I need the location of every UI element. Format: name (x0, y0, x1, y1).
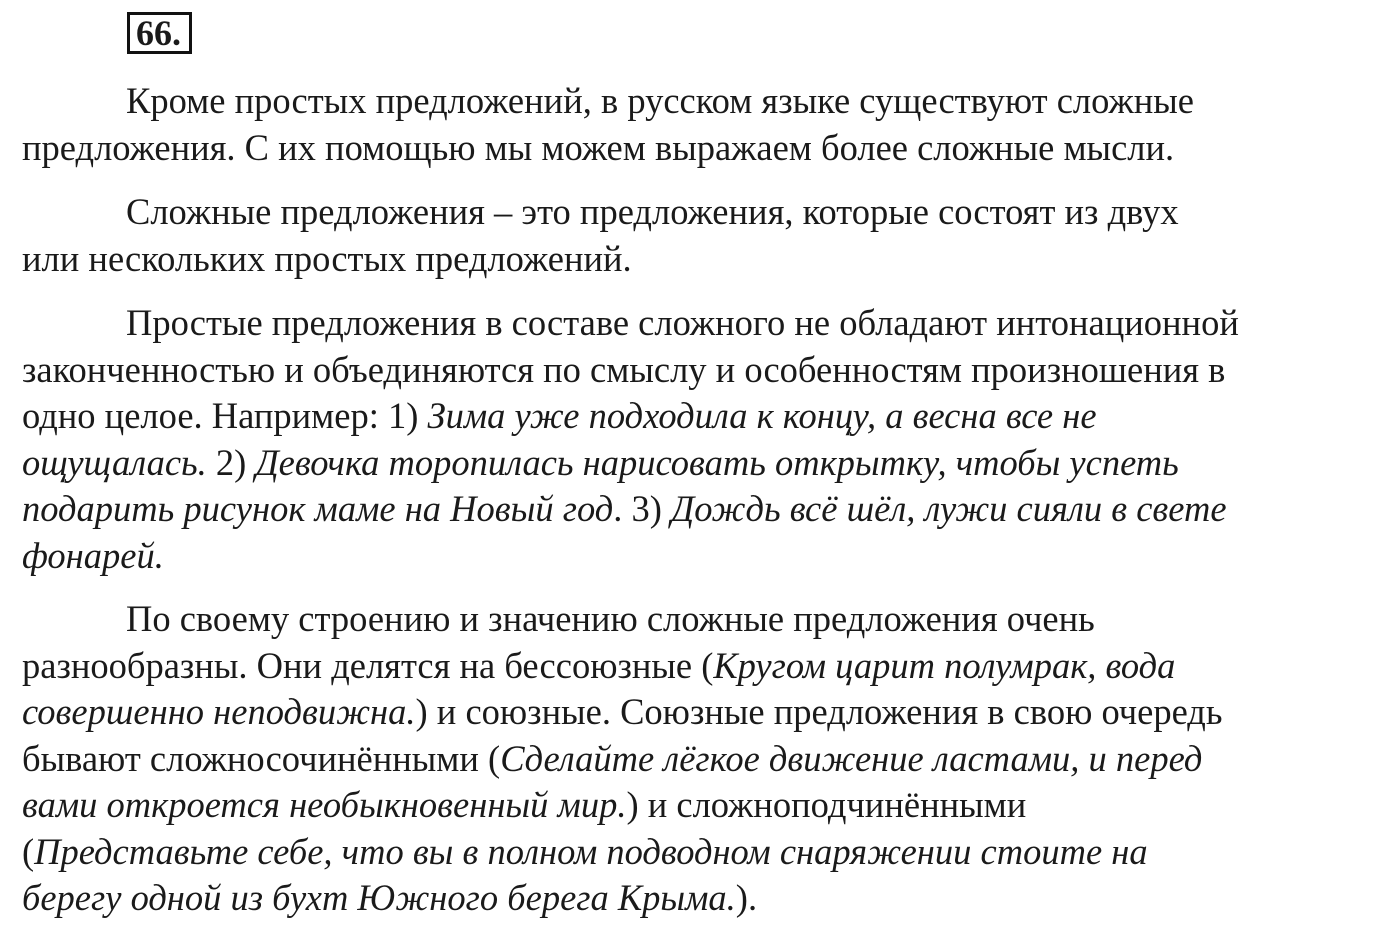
paragraph-1 (22, 78, 1382, 171)
p3-line1: Простые предложения в составе сложного не обладают интонационной (126, 302, 1239, 343)
p3-line3-text: одно целое. Например: 1) (22, 395, 428, 436)
p3-line2: законченностью и объединяются по смыслу и особенностям произношения в (22, 348, 1226, 390)
p4-line5-text: ) и сложноподчинёнными (626, 784, 1027, 825)
p3-line5-text: . 3) (613, 488, 671, 529)
compound-example-part2: вами откроется необыкновенный мир. (22, 784, 627, 825)
exercise-number: 66. (136, 13, 181, 53)
p3-line4-text: 2) (206, 441, 256, 483)
p4-line4-text: бывают сложносочинёнными ( (22, 737, 501, 779)
p1-line2: предложения. С их помощью мы можем выражаем более сложные мысли. (22, 126, 1175, 168)
complex-example-part1: Представьте себе, что вы в полном подводном снаряжении стоите на (34, 830, 1148, 872)
exercise-number-box (127, 12, 192, 54)
p4-line3-text: ) и союзные. Союзные предложения в свою очередь (415, 691, 1223, 732)
example-3-part2: фонарей. (22, 534, 164, 576)
p4-line6-text: ( (22, 830, 35, 872)
example-3-part1: Дождь всё шёл, лужи сияли в свете (670, 488, 1227, 529)
p4-line2-text: разнообразны. Они делятся на бессоюзные ( (22, 644, 714, 686)
p2-line1: Сложные предложения – это предложения, которые состоят из двух (126, 191, 1179, 232)
example-2-part2: подарить рисунок маме на Новый год (22, 488, 614, 529)
p1-line1: Кроме простых предложений, в русском языке существуют сложные (126, 80, 1194, 121)
p4-line1: По своему строению и значению сложные предложения очень (126, 598, 1095, 639)
asyndetic-example-part2: совершенно неподвижна. (22, 691, 416, 732)
complex-example-part2: берегу одной из бухт Южного берега Крыма. (22, 877, 736, 918)
paragraph-3 (22, 300, 1382, 579)
example-2-part1: Девочка торопилась нарисовать открытку, чтобы успеть (255, 441, 1179, 483)
p2-line2: или нескольких простых предложений. (22, 237, 632, 279)
paragraph-4 (22, 596, 1382, 922)
example-1-part1: Зима уже подходила к концу, а весна все не (427, 395, 1097, 436)
p4-line7-text: ). (735, 877, 758, 918)
compound-example-part1: Сделайте лёгкое движение ластами, и перед (500, 737, 1203, 779)
paragraph-2 (22, 189, 1382, 282)
example-1-part2: ощущалась. (22, 441, 207, 483)
asyndetic-example-part1: Кругом царит полумрак, вода (713, 644, 1176, 686)
